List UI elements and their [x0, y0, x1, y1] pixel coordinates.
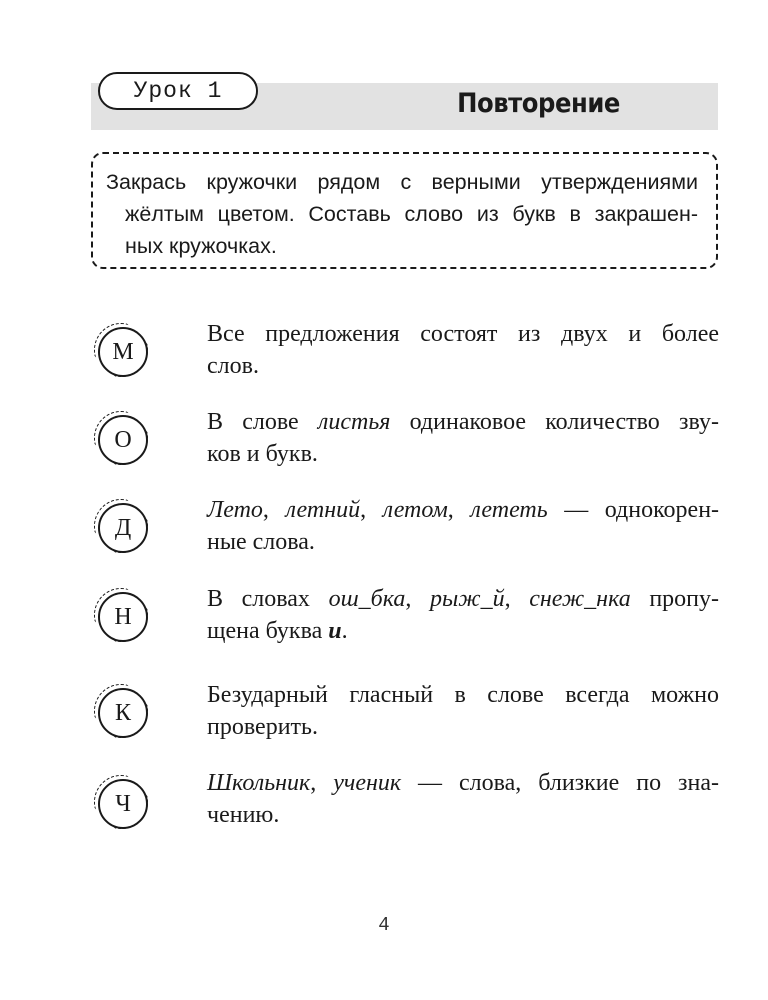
statement-item	[0, 583, 768, 663]
statement-line: Все предложения состоят из двух и более	[207, 321, 719, 347]
circle-letter: Ч	[115, 791, 131, 817]
statement-line	[207, 494, 719, 526]
statement-line: слов.	[207, 353, 259, 379]
statement-text	[207, 406, 719, 470]
text-run: ,	[262, 497, 286, 523]
statement-item	[0, 679, 768, 759]
statement-item	[0, 767, 768, 847]
text-run: — слова, близкие по зна-	[401, 770, 720, 796]
italic-word: ученик	[333, 770, 402, 796]
statement-line	[207, 615, 719, 647]
italic-word: снеж_нка	[529, 586, 631, 612]
statement-line: чению.	[207, 802, 280, 828]
text-run: ,	[405, 586, 431, 612]
task-line: жёлтым цветом. Составь слово из букв в закрашен-	[125, 202, 698, 226]
statement-item	[0, 494, 768, 574]
statement-line	[207, 583, 719, 615]
statement-line: проверить.	[207, 714, 318, 740]
italic-word: ош_бка	[328, 586, 406, 612]
text-run: одинаковое количество зву-	[390, 409, 719, 435]
lesson-label: Урок 1	[98, 72, 258, 110]
statement-line: ные слова.	[207, 529, 315, 555]
text-run: В слове	[207, 409, 318, 435]
text-run: — однокорен-	[547, 497, 720, 523]
letter-circle[interactable]	[98, 688, 146, 736]
statement-item	[0, 406, 768, 486]
page-title: Повторение	[457, 88, 620, 119]
text-run: .	[341, 618, 348, 644]
text-run: В словах	[207, 586, 329, 612]
statement-text	[207, 679, 719, 743]
text-run: ,	[310, 770, 334, 796]
circle-letter: К	[114, 700, 131, 726]
italic-word: рыж_й	[430, 586, 505, 612]
italic-word: Лето	[207, 497, 263, 523]
statement-line: Безударный гласный в слове всегда можно	[207, 682, 719, 708]
task-line: ных кружочках.	[125, 234, 277, 258]
statement-item	[0, 318, 768, 398]
letter-circle[interactable]	[98, 503, 146, 551]
text-run: ,	[504, 586, 530, 612]
bold-italic-letter: и	[328, 618, 342, 644]
statement-line: ков и букв.	[207, 441, 318, 467]
statement-text	[207, 583, 719, 647]
circle-letter: М	[112, 339, 134, 365]
italic-word: листья	[317, 409, 391, 435]
page-number: 4	[378, 914, 390, 936]
circle-letter: О	[114, 427, 132, 453]
statement-text	[207, 494, 719, 558]
text-run: щена буква	[207, 618, 329, 644]
task-box	[91, 152, 718, 269]
italic-word: летний	[285, 497, 361, 523]
letter-circle[interactable]	[98, 415, 146, 463]
text-run: ,	[360, 497, 383, 523]
circle-letter: Н	[114, 604, 132, 630]
italic-word: Школьник	[207, 770, 311, 796]
italic-word: лететь	[470, 497, 548, 523]
letter-circle[interactable]	[98, 592, 146, 640]
circle-letter: Д	[114, 515, 132, 541]
italic-word: летом	[382, 497, 448, 523]
statement-text	[207, 767, 719, 831]
statement-line	[207, 767, 719, 799]
statement-text	[207, 318, 719, 382]
text-run: пропу-	[630, 586, 720, 612]
task-line: Закрась кружочки рядом с верными утверждениями	[106, 170, 698, 194]
statement-line	[207, 406, 719, 438]
letter-circle[interactable]	[98, 327, 146, 375]
text-run: ,	[447, 497, 471, 523]
letter-circle[interactable]	[98, 779, 146, 827]
